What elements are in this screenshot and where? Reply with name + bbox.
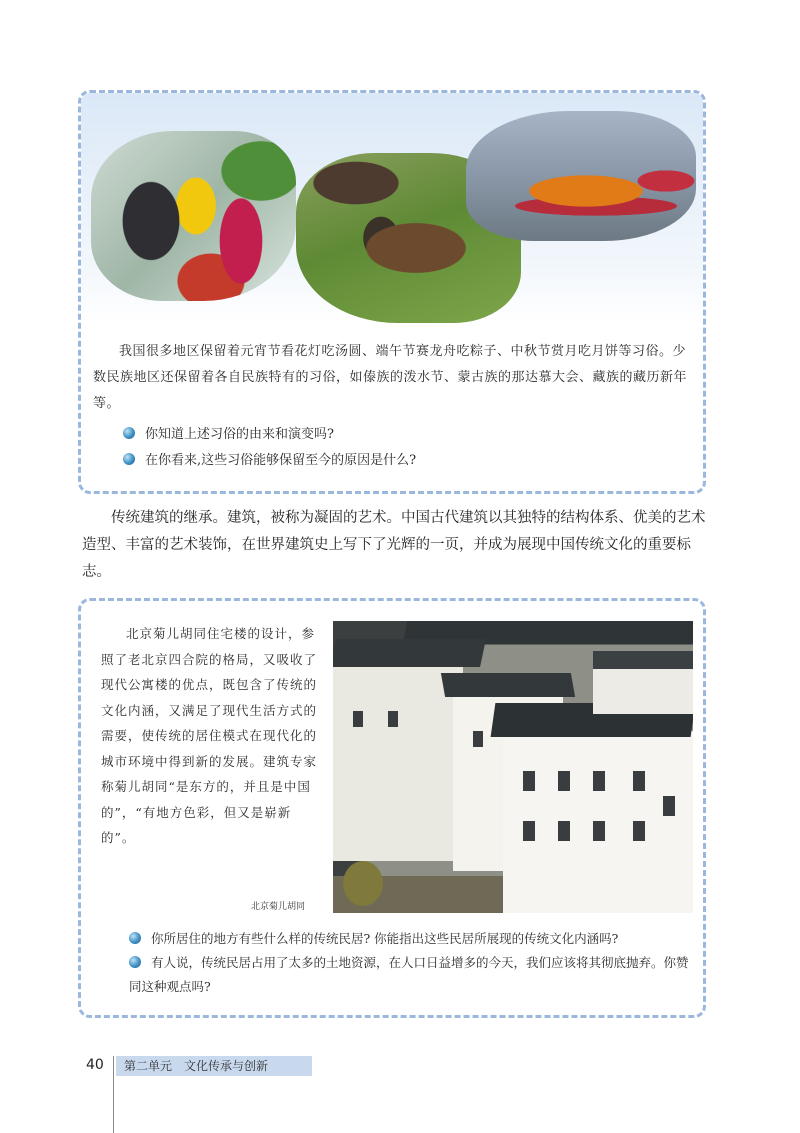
photo-caption: 北京菊儿胡同 [251, 902, 306, 912]
architecture-paragraph: 传统建筑的继承。建筑，被称为凝固的艺术。中国古代建筑以其独特的结构体系、优美的艺术造型、丰富的艺术装饰，在世界建筑史上写下了光辉的一页，并成为展现中国传统文化的重要标志。 [82, 510, 706, 580]
question-bullet-icon [123, 453, 135, 465]
question-item [129, 927, 689, 951]
page-number: 40 [86, 1057, 104, 1073]
question-text: 你知道上述习俗的由来和演变吗? [145, 427, 334, 442]
hutong-paragraph: 北京菊儿胡同住宅楼的设计，参照了老北京四合院的格局，又吸收了现代公寓楼的优点，既包含了传统的文化内涵，又满足了现代生活方式的需要，使传统的居住模式在现代化的城市环境中得到新的发展。建筑专家称菊儿胡同“是东方的，并且是中国的”，“有地方色彩，但又是崭新的”。 [101, 626, 318, 845]
water-splashing-festival-photo [91, 131, 296, 301]
unit-title-bar: 第二单元 文化传承与创新 [116, 1056, 312, 1076]
question-text: 在你看来,这些习俗能够保留至今的原因是什么? [145, 453, 417, 468]
question-bullet-icon [129, 956, 141, 968]
footer-divider [113, 1056, 114, 1133]
festival-customs-box [78, 90, 706, 494]
question-bullet-icon [129, 932, 141, 944]
dragon-boat-race-photo [466, 111, 696, 241]
customs-paragraph: 我国很多地区保留着元宵节看花灯吃汤圆、端午节赛龙舟吃粽子、中秋节赏月吃月饼等习俗。少数民族地区还保留着各自民族特有的习俗，如傣族的泼水节、蒙古族的那达慕大会、藏族的藏历新年等。 [93, 344, 688, 411]
question-text: 有人说，传统民居占用了太多的土地资源，在人口日益增多的今天，我们应该将其彻底抛弃。你赞同这种观点吗? [129, 955, 689, 994]
juer-hutong-box [78, 598, 706, 1018]
question-item [129, 951, 689, 999]
festival-photo-collage [81, 93, 703, 323]
question-text: 你所居住的地方有些什么样的传统民居? 你能指出这些民居所展现的传统文化内涵吗? [151, 931, 619, 946]
juer-hutong-photo [333, 621, 693, 913]
question-bullet-icon [123, 427, 135, 439]
question-item [123, 423, 683, 447]
question-item [123, 449, 683, 473]
